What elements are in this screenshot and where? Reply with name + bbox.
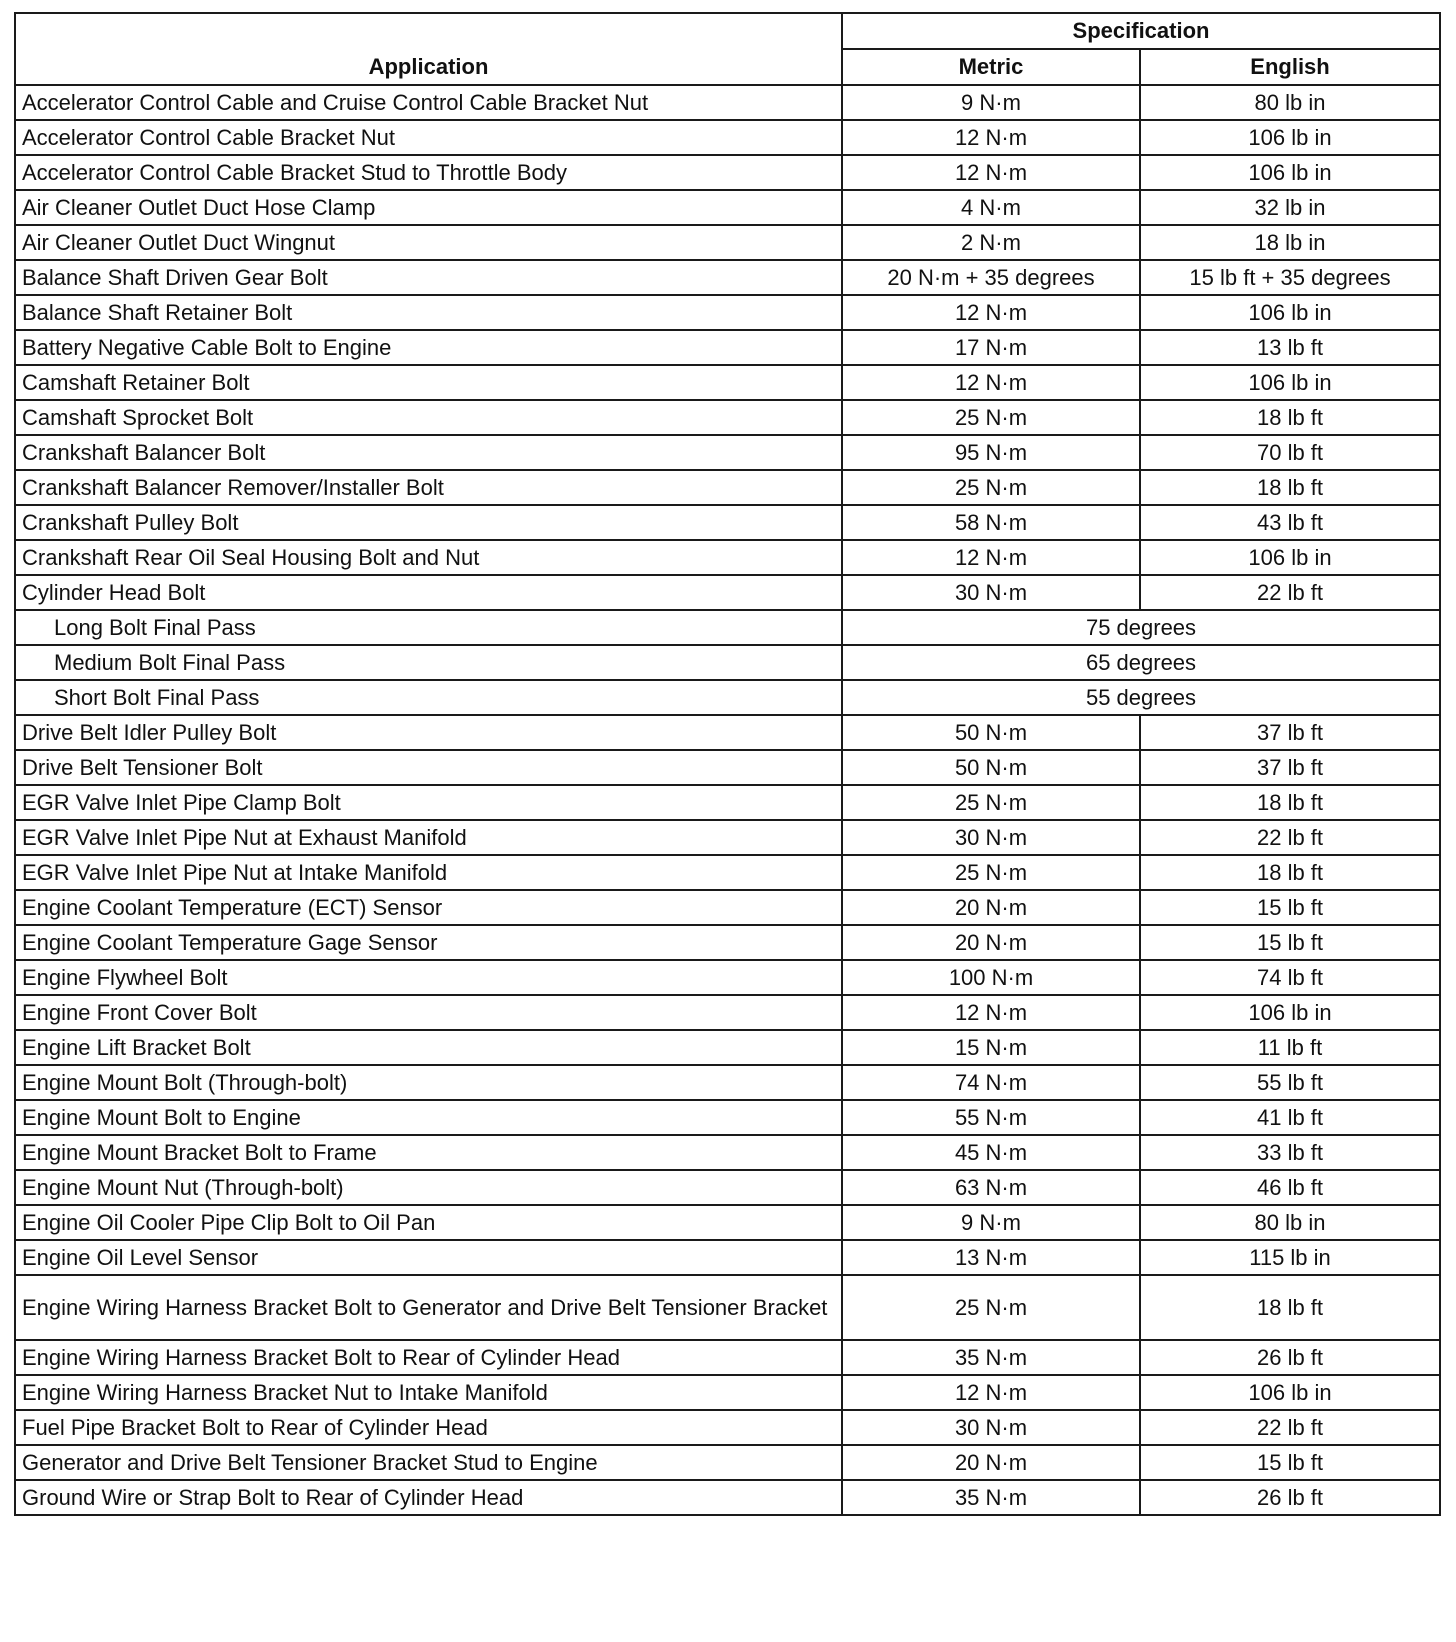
application-cell: Cylinder Head Bolt (15, 575, 842, 610)
english-cell: 26 lb ft (1140, 1340, 1440, 1375)
english-cell: 18 lb ft (1140, 470, 1440, 505)
application-cell: Accelerator Control Cable and Cruise Control Cable Bracket Nut (15, 85, 842, 120)
metric-cell: 50 N·m (842, 715, 1140, 750)
application-cell: Engine Mount Nut (Through-bolt) (15, 1170, 842, 1205)
english-cell: 37 lb ft (1140, 715, 1440, 750)
english-cell: 22 lb ft (1140, 1410, 1440, 1445)
application-cell: EGR Valve Inlet Pipe Clamp Bolt (15, 785, 842, 820)
english-cell: 106 lb in (1140, 540, 1440, 575)
application-cell: Balance Shaft Driven Gear Bolt (15, 260, 842, 295)
application-cell: Crankshaft Balancer Remover/Installer Bolt (15, 470, 842, 505)
metric-cell: 20 N·m (842, 1445, 1140, 1480)
english-cell: 18 lb ft (1140, 1275, 1440, 1340)
metric-cell: 25 N·m (842, 1275, 1140, 1340)
application-cell: Accelerator Control Cable Bracket Nut (15, 120, 842, 155)
application-cell: Balance Shaft Retainer Bolt (15, 295, 842, 330)
metric-cell: 30 N·m (842, 575, 1140, 610)
metric-cell: 95 N·m (842, 435, 1140, 470)
english-cell: 106 lb in (1140, 295, 1440, 330)
english-cell: 22 lb ft (1140, 820, 1440, 855)
table-row (15, 1065, 1440, 1100)
english-cell: 15 lb ft + 35 degrees (1140, 260, 1440, 295)
metric-cell: 12 N·m (842, 120, 1140, 155)
table-row (15, 1100, 1440, 1135)
table-row (15, 120, 1440, 155)
metric-cell: 4 N·m (842, 190, 1140, 225)
application-cell: Camshaft Sprocket Bolt (15, 400, 842, 435)
table-row (15, 1170, 1440, 1205)
metric-cell: 35 N·m (842, 1480, 1140, 1515)
application-cell: Engine Wiring Harness Bracket Bolt to Rear of Cylinder Head (15, 1340, 842, 1375)
header-row-top (15, 13, 1440, 49)
table-row (15, 1480, 1440, 1515)
application-cell: Engine Front Cover Bolt (15, 995, 842, 1030)
application-cell: Medium Bolt Final Pass (15, 645, 842, 680)
application-cell: Engine Mount Bolt to Engine (15, 1100, 842, 1135)
metric-cell: 12 N·m (842, 155, 1140, 190)
english-cell: 15 lb ft (1140, 925, 1440, 960)
table-header (15, 13, 1440, 85)
english-cell: 43 lb ft (1140, 505, 1440, 540)
metric-cell: 9 N·m (842, 85, 1140, 120)
metric-cell: 45 N·m (842, 1135, 1140, 1170)
table-row (15, 925, 1440, 960)
table-row (15, 575, 1440, 610)
table-row (15, 1240, 1440, 1275)
metric-cell: 20 N·m (842, 890, 1140, 925)
header-application: Application (15, 13, 842, 85)
table-row (15, 785, 1440, 820)
metric-cell: 25 N·m (842, 470, 1140, 505)
application-cell: Fuel Pipe Bracket Bolt to Rear of Cylinder Head (15, 1410, 842, 1445)
table-row (15, 505, 1440, 540)
table-row (15, 1135, 1440, 1170)
english-cell: 106 lb in (1140, 120, 1440, 155)
table-row (15, 610, 1440, 645)
combined-spec-cell: 75 degrees (842, 610, 1440, 645)
table-body (15, 85, 1440, 1515)
application-cell: Crankshaft Pulley Bolt (15, 505, 842, 540)
table-row (15, 645, 1440, 680)
english-cell: 106 lb in (1140, 155, 1440, 190)
english-cell: 18 lb ft (1140, 785, 1440, 820)
table-row (15, 190, 1440, 225)
english-cell: 13 lb ft (1140, 330, 1440, 365)
english-cell: 11 lb ft (1140, 1030, 1440, 1065)
table-row (15, 960, 1440, 995)
table-row (15, 890, 1440, 925)
table-row (15, 995, 1440, 1030)
metric-cell: 30 N·m (842, 820, 1140, 855)
table-row (15, 400, 1440, 435)
english-cell: 80 lb in (1140, 85, 1440, 120)
table-row (15, 750, 1440, 785)
metric-cell: 12 N·m (842, 295, 1140, 330)
english-cell: 41 lb ft (1140, 1100, 1440, 1135)
application-cell: Crankshaft Rear Oil Seal Housing Bolt and Nut (15, 540, 842, 575)
application-cell: Engine Lift Bracket Bolt (15, 1030, 842, 1065)
header-specification: Specification (842, 13, 1440, 49)
table-row (15, 155, 1440, 190)
combined-spec-cell: 55 degrees (842, 680, 1440, 715)
torque-spec-sheet (14, 12, 1439, 1516)
metric-cell: 12 N·m (842, 995, 1140, 1030)
application-cell: Ground Wire or Strap Bolt to Rear of Cylinder Head (15, 1480, 842, 1515)
table-row (15, 715, 1440, 750)
metric-cell: 20 N·m + 35 degrees (842, 260, 1140, 295)
application-cell: Engine Mount Bracket Bolt to Frame (15, 1135, 842, 1170)
english-cell: 55 lb ft (1140, 1065, 1440, 1100)
table-row (15, 260, 1440, 295)
metric-cell: 58 N·m (842, 505, 1140, 540)
metric-cell: 12 N·m (842, 1375, 1140, 1410)
table-row (15, 365, 1440, 400)
application-cell: Camshaft Retainer Bolt (15, 365, 842, 400)
application-cell: Drive Belt Tensioner Bolt (15, 750, 842, 785)
metric-cell: 13 N·m (842, 1240, 1140, 1275)
torque-spec-table (14, 12, 1441, 1516)
metric-cell: 50 N·m (842, 750, 1140, 785)
metric-cell: 12 N·m (842, 540, 1140, 575)
application-cell: Engine Coolant Temperature (ECT) Sensor (15, 890, 842, 925)
english-cell: 37 lb ft (1140, 750, 1440, 785)
application-cell: Engine Wiring Harness Bracket Nut to Intake Manifold (15, 1375, 842, 1410)
english-cell: 106 lb in (1140, 995, 1440, 1030)
header-english: English (1140, 49, 1440, 85)
metric-cell: 12 N·m (842, 365, 1140, 400)
metric-cell: 25 N·m (842, 855, 1140, 890)
english-cell: 106 lb in (1140, 1375, 1440, 1410)
metric-cell: 35 N·m (842, 1340, 1140, 1375)
english-cell: 32 lb in (1140, 190, 1440, 225)
application-cell: Air Cleaner Outlet Duct Hose Clamp (15, 190, 842, 225)
combined-spec-cell: 65 degrees (842, 645, 1440, 680)
metric-cell: 55 N·m (842, 1100, 1140, 1135)
application-cell: Engine Wiring Harness Bracket Bolt to Generator and Drive Belt Tensioner Bracket (15, 1275, 842, 1340)
table-row (15, 1445, 1440, 1480)
english-cell: 46 lb ft (1140, 1170, 1440, 1205)
application-cell: Engine Coolant Temperature Gage Sensor (15, 925, 842, 960)
application-cell: Air Cleaner Outlet Duct Wingnut (15, 225, 842, 260)
table-row (15, 1030, 1440, 1065)
english-cell: 106 lb in (1140, 365, 1440, 400)
application-cell: Engine Oil Level Sensor (15, 1240, 842, 1275)
application-cell: Short Bolt Final Pass (15, 680, 842, 715)
table-row (15, 1205, 1440, 1240)
english-cell: 18 lb in (1140, 225, 1440, 260)
table-row (15, 435, 1440, 470)
metric-cell: 25 N·m (842, 785, 1140, 820)
metric-cell: 15 N·m (842, 1030, 1140, 1065)
table-row (15, 680, 1440, 715)
table-row (15, 295, 1440, 330)
table-row (15, 1275, 1440, 1340)
application-cell: Battery Negative Cable Bolt to Engine (15, 330, 842, 365)
metric-cell: 25 N·m (842, 400, 1140, 435)
application-cell: Long Bolt Final Pass (15, 610, 842, 645)
english-cell: 70 lb ft (1140, 435, 1440, 470)
table-row (15, 820, 1440, 855)
english-cell: 26 lb ft (1140, 1480, 1440, 1515)
header-metric: Metric (842, 49, 1140, 85)
english-cell: 33 lb ft (1140, 1135, 1440, 1170)
metric-cell: 20 N·m (842, 925, 1140, 960)
english-cell: 18 lb ft (1140, 400, 1440, 435)
metric-cell: 17 N·m (842, 330, 1140, 365)
metric-cell: 63 N·m (842, 1170, 1140, 1205)
table-row (15, 470, 1440, 505)
application-cell: Generator and Drive Belt Tensioner Bracket Stud to Engine (15, 1445, 842, 1480)
english-cell: 18 lb ft (1140, 855, 1440, 890)
english-cell: 80 lb in (1140, 1205, 1440, 1240)
table-row (15, 225, 1440, 260)
metric-cell: 74 N·m (842, 1065, 1140, 1100)
application-cell: EGR Valve Inlet Pipe Nut at Exhaust Manifold (15, 820, 842, 855)
english-cell: 15 lb ft (1140, 890, 1440, 925)
metric-cell: 2 N·m (842, 225, 1140, 260)
application-cell: Crankshaft Balancer Bolt (15, 435, 842, 470)
english-cell: 22 lb ft (1140, 575, 1440, 610)
application-cell: Drive Belt Idler Pulley Bolt (15, 715, 842, 750)
table-row (15, 85, 1440, 120)
metric-cell: 30 N·m (842, 1410, 1140, 1445)
application-cell: EGR Valve Inlet Pipe Nut at Intake Manifold (15, 855, 842, 890)
english-cell: 115 lb in (1140, 1240, 1440, 1275)
application-cell: Engine Flywheel Bolt (15, 960, 842, 995)
english-cell: 74 lb ft (1140, 960, 1440, 995)
application-cell: Engine Oil Cooler Pipe Clip Bolt to Oil Pan (15, 1205, 842, 1240)
application-cell: Engine Mount Bolt (Through-bolt) (15, 1065, 842, 1100)
table-row (15, 1375, 1440, 1410)
table-row (15, 540, 1440, 575)
english-cell: 15 lb ft (1140, 1445, 1440, 1480)
metric-cell: 9 N·m (842, 1205, 1140, 1240)
application-cell: Accelerator Control Cable Bracket Stud to Throttle Body (15, 155, 842, 190)
table-row (15, 1340, 1440, 1375)
table-row (15, 855, 1440, 890)
table-row (15, 1410, 1440, 1445)
table-row (15, 330, 1440, 365)
metric-cell: 100 N·m (842, 960, 1140, 995)
